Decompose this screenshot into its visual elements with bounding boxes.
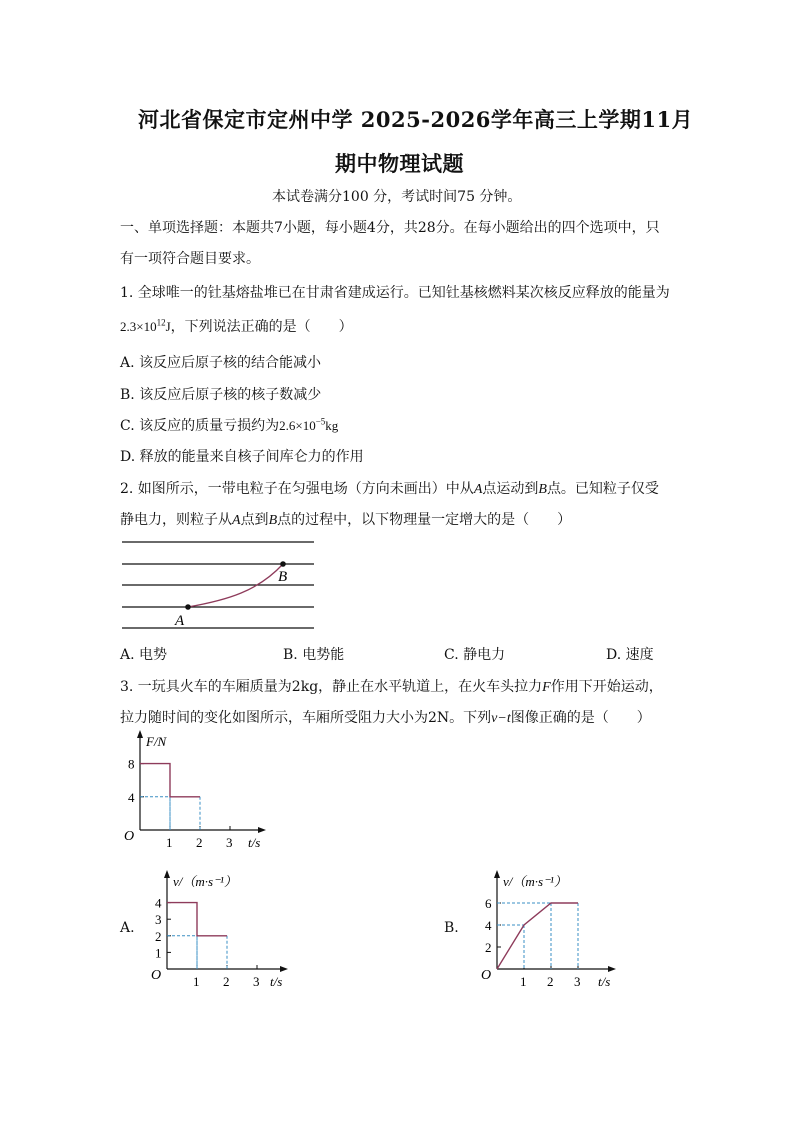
q1-option-d: D. 释放的能量来自核子间库仑力的作用 [120, 449, 364, 465]
y-axis-arrow [137, 730, 143, 738]
y-tick-label: 2 [155, 928, 162, 944]
q2-field-figure [118, 536, 318, 634]
origin-label: O [481, 968, 492, 983]
q1-option-b: B. 该反应后原子核的核子数减少 [120, 387, 322, 403]
x-axis-label: t/s [270, 974, 283, 989]
q2-stem-line2: 静电力，则粒子从A点到B点的过程中，以下物理量一定增大的是（ ） [120, 512, 572, 528]
page-title: 河北省保定市定州中学 2025-2026学年高三上学期11月 [138, 107, 694, 132]
point-a [185, 604, 191, 610]
series-line [140, 764, 200, 797]
q1-option-c: C. 该反应的质量亏损约为$2.6\times 10^{-5}kg$ [120, 416, 339, 434]
section-heading-line2: 有一项符合题目要求。 [120, 251, 260, 267]
y-tick-label: 8 [128, 756, 135, 772]
option-b-vt-chart[interactable] [470, 868, 630, 993]
y-axis-label: F/N [146, 734, 167, 749]
section-heading: 一、单项选择题：本题共7小题，每小题4分，共28分。在每小题给出的四个选项中，只 [120, 220, 660, 236]
force-time-chart [110, 730, 280, 855]
series-line [167, 903, 227, 936]
x-axis-label: t/s [598, 974, 611, 989]
x-tick-label: 3 [226, 835, 233, 850]
x-tick-label: 3 [253, 974, 260, 989]
label-b: B [278, 569, 288, 585]
exam-info: 本试卷满分100 分，考试时间75 分钟。 [272, 189, 522, 205]
page-title-line2: 期中物理试题 [335, 151, 464, 176]
q3-stem-line2: 拉力随时间的变化如图所示，车厢所受阻力大小为2N。下列v−t图像正确的是（ ） [120, 710, 651, 726]
x-axis-arrow [258, 827, 266, 833]
q2-option-c: C. 静电力 [444, 647, 506, 663]
q1-energy-value: $2.3\times 10^{12}J$ [120, 317, 171, 334]
x-tick-label: 1 [520, 974, 527, 989]
label-a: A [175, 613, 185, 629]
y-tick-label: 4 [485, 918, 492, 933]
origin-label: O [151, 968, 162, 983]
q2-option-a: A. 电势 [120, 647, 168, 663]
x-axis-arrow [280, 966, 288, 972]
y-axis-arrow [164, 870, 170, 878]
x-axis-arrow [608, 966, 616, 972]
point-b [280, 561, 286, 567]
x-tick-label: 2 [196, 835, 203, 850]
series-line [497, 903, 578, 969]
y-tick-label: 1 [155, 945, 162, 961]
x-tick-label: 3 [574, 974, 581, 989]
x-tick-label: 1 [166, 835, 173, 850]
x-tick-label: 2 [547, 974, 554, 989]
q2-option-d: D. 速度 [606, 647, 654, 663]
y-axis-arrow [494, 870, 500, 878]
y-tick-label: 3 [155, 912, 162, 928]
x-tick-label: 2 [223, 974, 230, 989]
origin-label: O [124, 829, 135, 844]
q3-option-b-label: B. [444, 920, 459, 936]
q2-stem: 2. 如图所示，一带电粒子在匀强电场（方向未画出）中从A点运动到B点。已知粒子仅受 [120, 481, 659, 497]
q1-stem: 1. 全球唯一的钍基熔盐堆已在甘肃省建成运行。已知钍基核燃料某次核反应释放的能量为 [120, 285, 670, 301]
x-tick-label: 1 [193, 974, 200, 989]
x-axis-label: t/s [248, 835, 261, 850]
q1-stem-line2: $2.3\times 10^{12}J$，下列说法正确的是（ ） [120, 317, 353, 335]
y-axis-label: v/（m·s⁻¹） [173, 874, 237, 889]
y-tick-label: 6 [485, 896, 492, 911]
y-axis-label: v/（m·s⁻¹） [503, 874, 567, 889]
q3-stem: 3. 一玩具火车的车厢质量为2kg，静止在水平轨道上，在火车头拉力F作用下开始运动， [120, 679, 663, 695]
y-tick-label: 2 [485, 940, 492, 955]
y-tick-label: 4 [155, 895, 162, 911]
option-a-vt-chart[interactable] [142, 868, 302, 993]
q2-option-b: B. 电势能 [283, 647, 345, 663]
y-tick-label: 4 [128, 789, 135, 805]
q3-option-a-label: A. [120, 920, 135, 936]
q1-option-a: A. 该反应后原子核的结合能减小 [120, 355, 322, 371]
